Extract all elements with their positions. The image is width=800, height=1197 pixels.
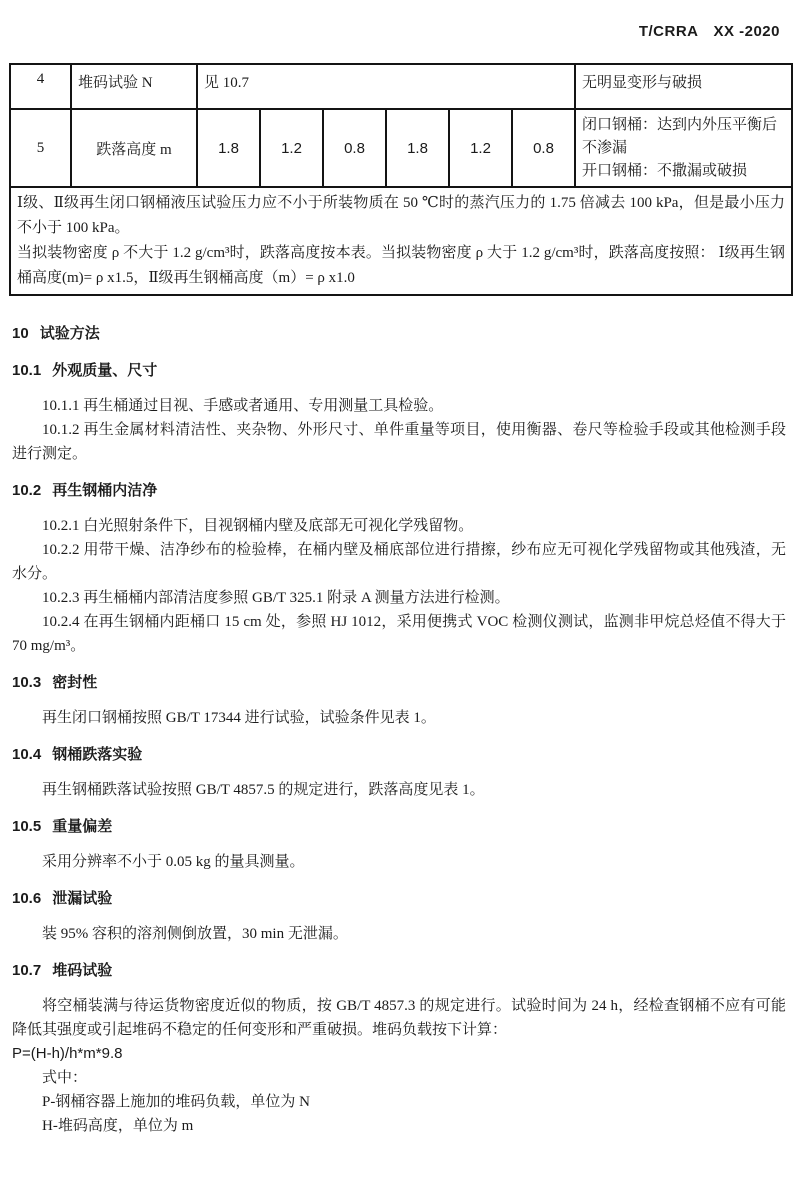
drop-height-value: 0.8 xyxy=(323,109,386,187)
heading-10 xyxy=(12,322,786,346)
heading-number: 10.3 xyxy=(12,674,42,691)
heading-number: 10.4 xyxy=(12,746,42,763)
heading-title: 重量偏差 xyxy=(52,819,113,835)
requirement-cell: 无明显变形与破损 xyxy=(575,64,792,109)
formula-variable-p: P-钢桶容器上施加的堆码负载，单位为 N xyxy=(42,1094,310,1110)
closed-drum-requirement: 闭口钢桶：达到内外压平衡后不渗漏 xyxy=(582,116,778,156)
table-notes-cell xyxy=(10,187,792,295)
clause-10-3: 再生闭口钢桶按照 GB/T 17344 进行试验，试验条件见表 1。 xyxy=(42,710,436,726)
test-item-cell: 跌落高度 m xyxy=(71,109,197,187)
clause-10-2-1: 10.2.1 白光照射条件下，目视钢桶内壁及底部无可视化学残留物。 xyxy=(42,518,474,534)
table-row-drop-height xyxy=(10,109,792,187)
drop-height-value: 1.2 xyxy=(260,109,323,187)
heading-10-7 xyxy=(12,959,786,983)
drop-height-value: 1.2 xyxy=(449,109,512,187)
heading-10-5 xyxy=(12,815,786,839)
heading-10-3 xyxy=(12,671,786,695)
heading-title: 堆码试验 xyxy=(52,963,113,979)
clause-10-5: 采用分辨率不小于 0.05 kg 的量具测量。 xyxy=(42,854,305,870)
heading-title: 泄漏试验 xyxy=(52,891,113,907)
clause-10-7: 将空桶装满与待运货物密度近似的物质，按 GB/T 4857.3 的规定进行。试验时间为 24 h，经检查钢桶不应有可能降低其强度或引起堆码不稳定的任何变形和严重破损。堆码负载按下计算： xyxy=(12,998,786,1038)
clause-10-6: 装 95% 容积的溶剂侧倒放置，30 min 无泄漏。 xyxy=(42,926,348,942)
drop-height-value: 0.8 xyxy=(512,109,575,187)
table-notes-row xyxy=(10,187,792,295)
test-requirements-table xyxy=(9,63,793,296)
clause-10-2-2: 10.2.2 用带干燥、洁净纱布的检验棒，在桶内壁及桶底部位进行措擦，纱布应无可视化学残留物或其他残渣，无水分。 xyxy=(12,542,786,582)
table-note-density: 当拟装物密度 ρ 不大于 1.2 g/cm³时，跌落高度按本表。当拟装物密度 ρ 大于 1.2 g/cm³时，跌落高度按照： Ⅰ级再生钢桶高度(m)= ρ x1.5，Ⅱ级再生钢桶高度（m）= ρ x1.0 xyxy=(17,245,786,286)
section-10-content xyxy=(12,322,786,1138)
clause-10-4: 再生钢桶跌落试验按照 GB/T 4857.5 的规定进行，跌落高度见表 1。 xyxy=(42,782,485,798)
formula-variable-h: H-堆码高度，单位为 m xyxy=(42,1118,194,1134)
heading-title: 钢桶跌落实验 xyxy=(52,747,143,763)
formula-where-label: 式中： xyxy=(42,1070,88,1086)
clause-10-2-4: 10.2.4 在再生钢桶内距桶口 15 cm 处，参照 HJ 1012，采用便携式 VOC 检测仪测试，监测非甲烷总烃值不得大于 70 mg/m³。 xyxy=(12,614,786,654)
heading-10-2 xyxy=(12,479,786,503)
table-note-pressure: Ⅰ级、Ⅱ级再生闭口钢桶液压试验压力应不小于所装物质在 50 ℃时的蒸汽压力的 1.75 倍减去 100 kPa，但是最小压力不小于 100 kPa。 xyxy=(17,195,786,236)
drop-height-value: 1.8 xyxy=(197,109,260,187)
heading-number: 10 xyxy=(12,325,29,342)
heading-10-1 xyxy=(12,359,786,383)
drop-height-value: 1.8 xyxy=(386,109,449,187)
heading-number: 10.5 xyxy=(12,818,42,835)
clause-10-1-2: 10.1.2 再生金属材料清洁性、夹杂物、外形尺寸、单件重量等项目，使用衡器、卷尺等检验手段或其他检测手段进行测定。 xyxy=(12,422,786,462)
heading-10-6 xyxy=(12,887,786,911)
table-row-stacking-test xyxy=(10,64,792,109)
clause-10-1-1: 10.1.1 再生桶通过目视、手感或者通用、专用测量工具检验。 xyxy=(42,398,444,414)
heading-number: 10.1 xyxy=(12,362,42,379)
heading-number: 10.7 xyxy=(12,962,42,979)
stacking-load-formula: P=(H-h)/h*m*9.8 xyxy=(12,1045,123,1062)
clause-10-2-3: 10.2.3 再生桶桶内部清洁度参照 GB/T 325.1 附录 A 测量方法进行检测。 xyxy=(42,590,510,606)
open-drum-requirement: 开口钢桶：不撒漏或破损 xyxy=(582,162,748,179)
test-item-cell: 堆码试验 N xyxy=(71,64,197,109)
heading-number: 10.2 xyxy=(12,482,42,499)
requirement-cell xyxy=(575,109,792,187)
standard-code-header: T/CRRA XX -2020 xyxy=(638,23,780,40)
row-number-cell: 5 xyxy=(10,109,71,187)
row-number-cell: 4 xyxy=(10,64,71,109)
heading-10-4 xyxy=(12,743,786,767)
heading-title: 试验方法 xyxy=(39,326,100,342)
heading-title: 密封性 xyxy=(52,675,98,691)
heading-number: 10.6 xyxy=(12,890,42,907)
method-reference-cell: 见 10.7 xyxy=(197,64,575,109)
heading-title: 外观质量、尺寸 xyxy=(52,363,158,379)
heading-title: 再生钢桶内洁净 xyxy=(52,483,158,499)
